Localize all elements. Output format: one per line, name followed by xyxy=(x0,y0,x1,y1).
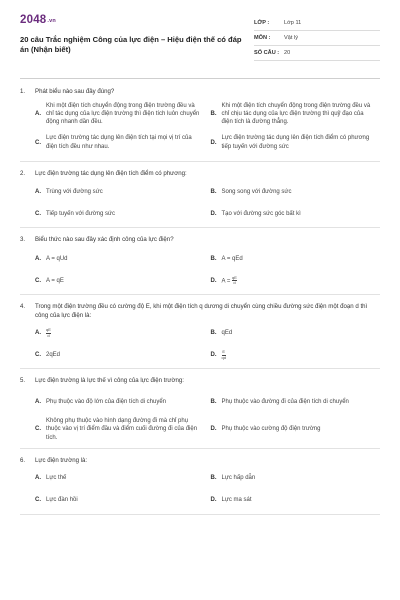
fraction xyxy=(46,328,51,338)
answer-option[interactable] xyxy=(211,274,381,288)
option-text: Phụ thuộc vào đường đi của điện tích di chuyển xyxy=(221,398,349,405)
option-text: A = qUd xyxy=(46,255,68,262)
question-text: Lực điện trường tác dụng lên điện tích điểm có phương: xyxy=(35,169,187,177)
option-letter: A. xyxy=(35,111,41,117)
meta-label: LỚP : xyxy=(254,20,270,26)
option-letter: B. xyxy=(210,475,217,482)
option-letter: A. xyxy=(35,189,41,196)
option-letter: B. xyxy=(210,329,217,336)
fraction-numerator: E xyxy=(222,349,226,355)
fraction-numerator: qE xyxy=(232,275,237,281)
answer-option[interactable] xyxy=(211,393,381,411)
option-letter: D. xyxy=(210,351,217,358)
fraction xyxy=(232,276,237,286)
site-logo[interactable] xyxy=(20,14,248,28)
option-letter: D. xyxy=(210,139,217,146)
question-item xyxy=(20,449,380,515)
answer-option[interactable] xyxy=(211,102,381,127)
question-number: 6. xyxy=(20,457,26,464)
option-text xyxy=(46,328,205,338)
answer-options xyxy=(20,185,380,221)
option-letter: C. xyxy=(35,351,41,358)
header xyxy=(20,14,380,72)
answer-option[interactable] xyxy=(35,348,205,362)
meta-value: 20 xyxy=(284,50,291,56)
question-number: 5. xyxy=(20,377,26,385)
question-stem xyxy=(20,377,380,386)
answer-option[interactable] xyxy=(35,326,205,340)
option-letter: B. xyxy=(210,189,217,196)
option-text: Trùng với đường sức xyxy=(46,189,103,196)
answer-option[interactable] xyxy=(35,494,205,508)
question-text: Lực điện trường là: xyxy=(35,457,88,464)
answer-option[interactable] xyxy=(35,393,205,411)
answer-option[interactable] xyxy=(35,274,205,288)
answer-options xyxy=(20,252,380,288)
meta-info xyxy=(254,16,380,61)
option-text: Lực hấp dẫn xyxy=(221,475,256,482)
option-letter: A. xyxy=(35,475,41,482)
option-text: A = $\frac{qE}{d}$ xyxy=(221,275,237,286)
meta-row xyxy=(254,16,380,31)
option-letter: C. xyxy=(35,139,41,146)
option-text: Song song với đường sức xyxy=(221,189,292,196)
answer-option[interactable] xyxy=(35,252,205,266)
logo-suffix: .vn xyxy=(47,18,56,24)
option-text: A = qE xyxy=(46,277,64,284)
answer-option[interactable] xyxy=(211,494,381,508)
option-text: 2qEd xyxy=(46,351,61,358)
answer-options xyxy=(20,102,380,153)
question-number: 1. xyxy=(20,88,26,95)
option-text: Lực ma sát xyxy=(221,497,252,504)
answer-option[interactable] xyxy=(35,185,205,199)
option-text: Khi một điện tích chuyển động trong điện trường đều và chỉ tác dụng của lực điện trường thì điện tích luôn chuyển động nhanh dần đều. xyxy=(46,102,200,126)
option-letter: A. xyxy=(35,329,41,336)
question-text: Trong một điện trường đều có cường độ E, khi một điện tích q dương di chuyển cùng chiều đường sức điện một đoạn d thì công của lực điện là: xyxy=(35,303,368,319)
question-stem xyxy=(20,303,380,320)
question-number: 3. xyxy=(20,236,26,244)
answer-options xyxy=(20,393,380,442)
fraction-numerator: qE xyxy=(46,327,51,333)
answer-options xyxy=(20,326,380,362)
option-text: Lực điện trường tác dụng lên điện tích tại mọi vị trí của điện tích đều như nhau. xyxy=(46,135,192,150)
question-text: Biểu thức nào sau đây xác định công của lực điện? xyxy=(35,236,174,244)
meta-value: Lớp 11 xyxy=(284,20,302,26)
answer-option[interactable] xyxy=(211,207,381,221)
answer-option[interactable] xyxy=(35,207,205,221)
meta-label: SỐ CÂU : xyxy=(254,50,280,56)
answer-options xyxy=(20,472,380,508)
option-text: qEd xyxy=(221,329,233,336)
option-text: Lực thế xyxy=(46,475,67,482)
option-letter: D. xyxy=(210,497,217,504)
meta-label: MÔN : xyxy=(254,35,271,41)
meta-row xyxy=(254,31,380,46)
answer-option[interactable] xyxy=(211,472,381,486)
question-list xyxy=(20,79,380,515)
meta-value: Vật lý xyxy=(284,35,298,41)
answer-option[interactable] xyxy=(35,417,205,442)
question-item xyxy=(20,295,380,369)
answer-option[interactable] xyxy=(211,185,381,199)
question-item xyxy=(20,162,380,229)
option-text xyxy=(222,350,381,360)
option-text: Phụ thuộc vào cường độ điện trường xyxy=(221,426,321,433)
question-item xyxy=(20,79,380,162)
option-letter: C. xyxy=(35,277,41,284)
question-item xyxy=(20,228,380,295)
option-text: Lực điện trường tác dụng lên điện tích điểm có phương tiếp tuyến với đường sức xyxy=(221,135,370,150)
fraction-denominator: d xyxy=(47,332,50,338)
option-text: Khi một điện tích chuyển động trong điện trường đều và chỉ chịu tác dụng của lực điện trường thì quỹ đạo của điện tích là đường thẳng. xyxy=(221,102,371,126)
question-stem xyxy=(20,88,380,97)
option-letter: A. xyxy=(35,398,41,405)
option-text: Tạo với đường sức góc bất kì xyxy=(221,211,301,218)
header-left xyxy=(20,14,248,55)
option-letter: C. xyxy=(35,426,41,433)
option-letter: C. xyxy=(35,211,41,218)
option-letter: D. xyxy=(210,426,217,433)
question-text: Phát biểu nào sau đây đúng? xyxy=(35,88,115,95)
answer-option[interactable] xyxy=(35,133,205,153)
question-stem xyxy=(20,236,380,245)
answer-option[interactable] xyxy=(35,102,205,127)
answer-option[interactable] xyxy=(211,326,381,340)
option-letter: D. xyxy=(210,277,217,284)
fraction-denominator: d xyxy=(233,280,236,286)
option-letter: A. xyxy=(35,255,41,262)
option-text: Phụ thuộc vào độ lớn của điện tích di chuyển xyxy=(46,398,167,405)
answer-option[interactable] xyxy=(35,472,205,486)
option-letter: D. xyxy=(210,211,217,218)
fraction xyxy=(222,350,226,360)
question-text: Lực điện trường là lực thế vì công của lực điện trường: xyxy=(35,377,184,385)
question-stem xyxy=(20,457,380,466)
answer-option[interactable] xyxy=(211,252,381,266)
option-text: Không phụ thuộc vào hình dạng đường đi mà chỉ phụ thuộc vào vị trí điểm đầu và điểm cuối đường đi của điện tích. xyxy=(46,417,198,441)
logo-text: 2048 xyxy=(20,14,47,26)
meta-row xyxy=(254,46,380,61)
question-item xyxy=(20,369,380,449)
option-letter: C. xyxy=(35,497,41,504)
question-stem xyxy=(20,170,380,179)
fraction-denominator: qd xyxy=(221,354,226,360)
question-number: 2. xyxy=(20,169,26,177)
option-text: Tiếp tuyến với đường sức xyxy=(46,211,116,218)
answer-option[interactable] xyxy=(211,417,381,442)
document-title: 20 câu Trắc nghiệm Công của lực điện – Hiệu điện thế có đáp án (Nhận biết) xyxy=(20,35,242,54)
option-text: Lực đàn hồi xyxy=(46,497,78,504)
option-text: A = qEd xyxy=(221,255,243,262)
answer-option[interactable] xyxy=(211,133,381,153)
option-letter: B. xyxy=(210,398,217,405)
option-letter: B. xyxy=(210,255,217,262)
answer-option[interactable] xyxy=(211,348,381,362)
option-letter: B. xyxy=(210,111,217,117)
question-number: 4. xyxy=(20,303,26,310)
